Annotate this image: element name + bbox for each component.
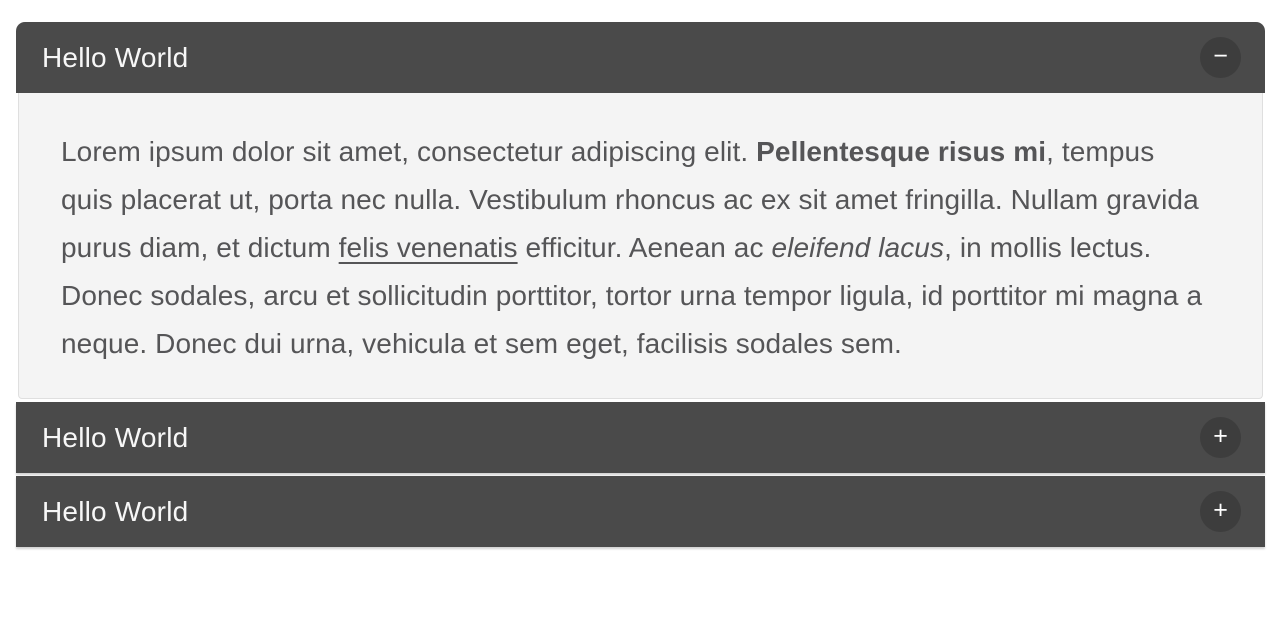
accordion-header-2[interactable]	[16, 402, 1265, 473]
minus-icon: −	[1213, 42, 1228, 70]
accordion-panel-1	[18, 93, 1263, 399]
accordion-title-3: Hello World	[42, 495, 189, 527]
text-run-bold: Pellentesque risus mi	[756, 136, 1047, 167]
accordion-section-3	[16, 476, 1265, 547]
text-run-italic: eleifend lacus	[771, 232, 945, 263]
accordion-title-2: Hello World	[42, 421, 189, 453]
plus-icon: +	[1213, 496, 1228, 524]
text-run-underlined: felis venenatis	[338, 232, 518, 263]
plus-icon: +	[1213, 422, 1228, 450]
accordion-section-1	[16, 22, 1265, 399]
text-run: efficitur. Aenean ac	[517, 232, 772, 263]
accordion-section-2	[16, 402, 1265, 473]
collapse-toggle-button-1[interactable]	[1200, 37, 1241, 78]
text-run: , in mollis lectus. Donec sodales, arcu et sollicitudin porttitor, tortor urna tempor ligula, id porttitor mi magna a neque. Donec dui urna, vehicula et sem eget, facilisis sodales sem.	[61, 232, 1203, 359]
expand-toggle-button-3[interactable]	[1200, 491, 1241, 532]
text-run: Lorem ipsum dolor sit amet, consectetur adipiscing elit.	[61, 136, 757, 167]
accordion-header-1[interactable]	[16, 22, 1265, 93]
expand-toggle-button-2[interactable]	[1200, 417, 1241, 458]
accordion-header-3[interactable]	[16, 476, 1265, 547]
text-run: , tempus quis placerat ut, porta nec nulla. Vestibulum rhoncus ac ex sit amet fringilla. Nullam gravida purus diam, et dictum	[61, 136, 1199, 263]
accordion-title-1: Hello World	[42, 41, 189, 73]
panel-paragraph	[61, 128, 1212, 368]
accordion	[16, 22, 1265, 547]
